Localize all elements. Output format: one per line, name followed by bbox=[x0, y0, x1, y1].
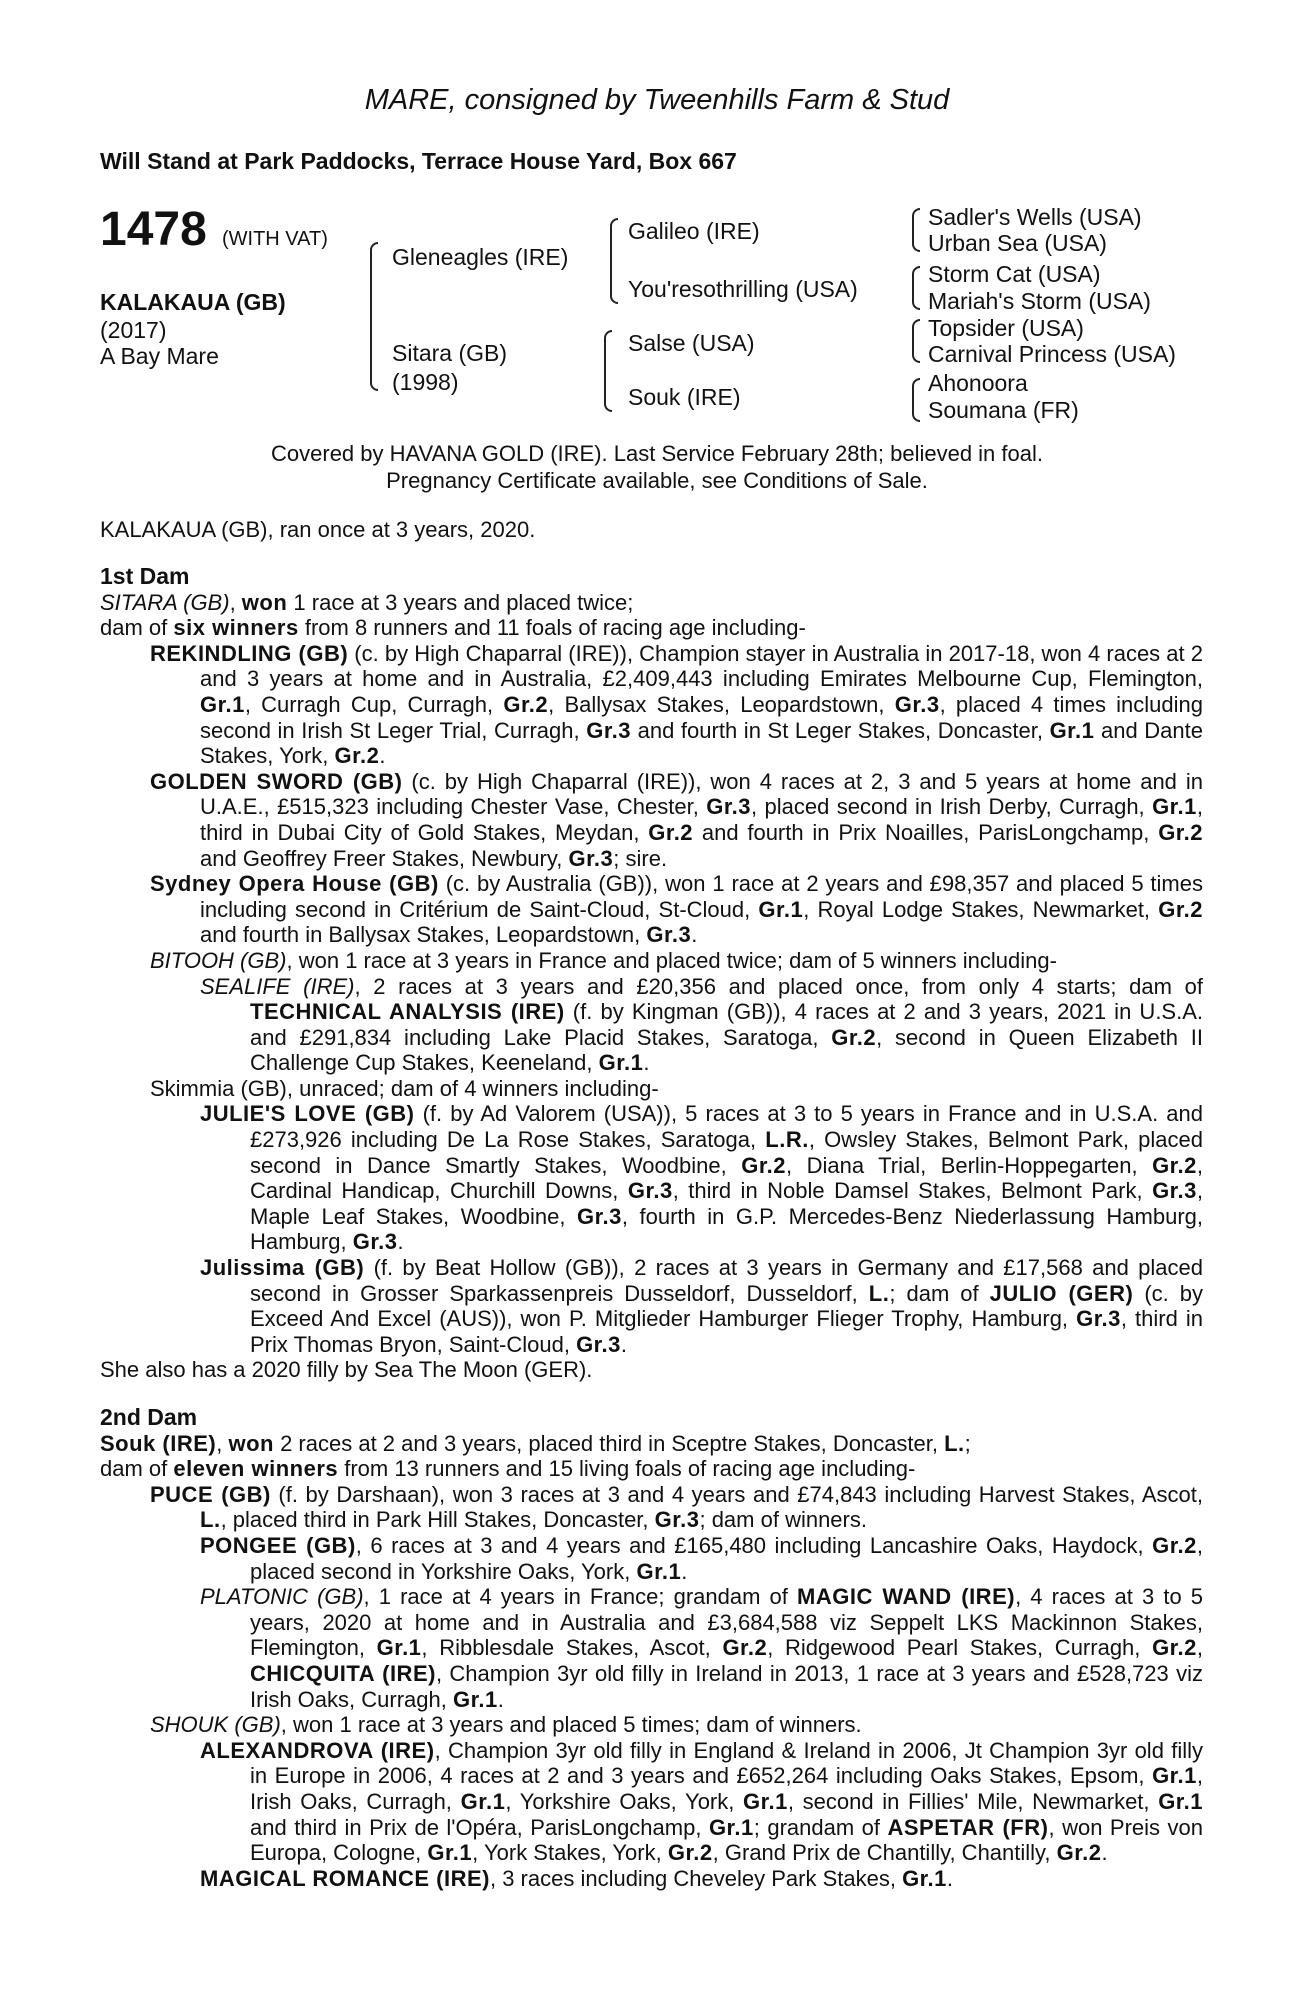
text-run: . bbox=[1101, 1840, 1108, 1866]
horse-name: KALAKAUA (GB) bbox=[100, 289, 286, 315]
pedigree-sdd: Mariah's Storm (USA) bbox=[928, 288, 1151, 314]
pedigree-brace-ds bbox=[912, 319, 920, 363]
bold-run: Gr.3 bbox=[1076, 1306, 1121, 1332]
bold-run: Gr.3 bbox=[586, 717, 632, 743]
produce-entry bbox=[100, 1101, 1203, 1255]
produce-entry bbox=[100, 1255, 1203, 1357]
bold-run: Gr.3 bbox=[646, 922, 692, 948]
produce-entry bbox=[100, 1866, 1203, 1892]
italic-run: SITARA (GB) bbox=[100, 589, 230, 615]
text-run: , bbox=[229, 589, 242, 615]
text-run: , third in Dubai City of Gold Stakes, Meydan, bbox=[200, 794, 1203, 845]
pedigree-sds: Storm Cat (USA) bbox=[928, 261, 1101, 287]
pedigree-dam-dam: Souk (IRE) bbox=[628, 384, 741, 410]
bold-run: Gr.1 bbox=[1152, 794, 1197, 820]
text-run: , Maple Leaf Stakes, Woodbine, bbox=[250, 1178, 1203, 1229]
text-run: (c. by Exceed And Excel (AUS)), won P. Mitglieder Hamburger Flieger Trophy, Hamburg, bbox=[250, 1280, 1204, 1332]
bold-run: Gr.2 bbox=[648, 819, 694, 845]
text-run: 1 race at 3 years and placed twice; bbox=[287, 589, 634, 615]
first-dam-heading: 1st Dam bbox=[100, 563, 190, 589]
text-run: (f. by Kingman (GB)), 4 races at 2 and 3 years, 2021 in U.S.A. and £291,834 including Lake Placid Stakes, Saratoga, bbox=[250, 999, 1204, 1050]
text-run: , placed second in Irish Derby, Curragh, bbox=[751, 794, 1153, 820]
text-run: , 2 races at 3 years and £20,356 and placed once, from only 4 starts; dam of bbox=[354, 973, 1203, 999]
text-run: She also has a 2020 filly by Sea The Moon (GER). bbox=[100, 1357, 593, 1383]
text-run: , bbox=[216, 1430, 229, 1456]
text-run: . bbox=[397, 1229, 404, 1255]
text-run: , Diana Trial, Berlin-Hoppegarten, bbox=[786, 1152, 1153, 1178]
text-run: and third in Prix de l'Opéra, ParisLongchamp, bbox=[250, 1814, 709, 1840]
text-run: , won 1 race at 3 years in France and placed twice; dam of 5 winners including- bbox=[286, 947, 1057, 973]
bold-run: Gr.1 bbox=[1152, 1763, 1197, 1789]
text-run: and Geoffrey Freer Stakes, Newbury, bbox=[200, 845, 569, 871]
bold-run: Gr.2 bbox=[1152, 1635, 1197, 1661]
text-run: and fourth in Ballysax Stakes, Leopardstown, bbox=[200, 922, 647, 948]
text-run: and fourth in Prix Noailles, ParisLongchamp, bbox=[693, 819, 1159, 845]
bold-run: L. bbox=[868, 1280, 890, 1306]
first-dam-section bbox=[100, 564, 1203, 1383]
bold-run: Souk (IRE) bbox=[100, 1430, 217, 1456]
text-run: , Yorkshire Oaks, York, bbox=[505, 1788, 744, 1814]
bold-run: Gr.2 bbox=[722, 1635, 768, 1661]
pedigree-sire-sire: Galileo (IRE) bbox=[628, 218, 760, 244]
text-run: , third in Noble Damsel Stakes, Belmont Park, bbox=[672, 1178, 1153, 1204]
text-run: , 6 races at 3 and 4 years and £165,480 including Lancashire Oaks, Haydock, bbox=[355, 1532, 1153, 1558]
text-run: , Cardinal Handicap, Churchill Downs, bbox=[250, 1152, 1203, 1204]
pedigree-dam-sire: Salse (USA) bbox=[628, 330, 755, 356]
produce-entry bbox=[100, 769, 1203, 871]
dam-intro-line bbox=[100, 1431, 1203, 1457]
text-run: ; dam of bbox=[889, 1280, 990, 1306]
produce-entry bbox=[100, 871, 1203, 948]
pedigree-brace-sire bbox=[610, 218, 618, 304]
bold-run: PONGEE (GB) bbox=[200, 1532, 356, 1558]
produce-entry bbox=[100, 974, 1203, 1076]
bold-run: L.R. bbox=[765, 1127, 809, 1153]
text-run: and fourth in St Leger Stakes, Doncaster, bbox=[631, 717, 1050, 743]
pedigree-dsd: Carnival Princess (USA) bbox=[928, 341, 1176, 367]
text-run: (c. by Australia (GB)), won 1 race at 2 years and £98,357 and placed 5 times including second in Critérium de Saint-Cloud, St-Cloud, bbox=[200, 871, 1203, 922]
text-run: , 1 race at 4 years in France; grandam of bbox=[363, 1584, 797, 1610]
text-run: , Ballysax Stakes, Leopardstown, bbox=[548, 691, 895, 717]
bold-run: PUCE (GB) bbox=[150, 1481, 271, 1507]
covered-note bbox=[0, 440, 1314, 494]
produce-entry bbox=[100, 1357, 1203, 1383]
text-run: . bbox=[379, 743, 386, 769]
consignor-header: MARE, consigned by Tweenhills Farm & Stud bbox=[364, 84, 950, 116]
text-run: , Champion 3yr old filly in Ireland in 2013, 1 race at 3 years and £528,723 viz Irish Oaks, Curragh, bbox=[250, 1660, 1204, 1712]
covered-line: Covered by HAVANA GOLD (IRE). Last Service February 28th; believed in foal. bbox=[271, 441, 1043, 466]
text-run: (f. by Ad Valorem (USA)), 5 races at 3 to 5 years in France and in U.S.A. and £273,926 including De La Rose Stakes, Saratoga, bbox=[250, 1101, 1204, 1153]
bold-run: Gr.1 bbox=[1158, 1788, 1203, 1814]
bold-run: Gr.3 bbox=[352, 1229, 398, 1255]
bold-run: Gr.2 bbox=[1158, 819, 1203, 845]
second-dam-heading: 2nd Dam bbox=[100, 1404, 198, 1430]
bold-run: Gr.1 bbox=[902, 1865, 947, 1891]
text-run: , placed third in Park Hill Stakes, Doncaster, bbox=[220, 1507, 655, 1533]
pedigree-sss: Sadler's Wells (USA) bbox=[928, 204, 1142, 230]
vat-note: (WITH VAT) bbox=[222, 228, 328, 250]
pedigree-brace-dd bbox=[912, 378, 920, 422]
bold-run: Gr.1 bbox=[460, 1788, 506, 1814]
stand-location: Will Stand at Park Paddocks, Terrace House Yard, Box 667 bbox=[100, 148, 737, 174]
italic-run: SHOUK (GB) bbox=[150, 1712, 281, 1738]
horse-description: A Bay Mare bbox=[100, 343, 219, 369]
bold-run: Gr.1 bbox=[376, 1635, 422, 1661]
bold-run: Gr.2 bbox=[741, 1152, 787, 1178]
produce-entry bbox=[100, 641, 1203, 769]
text-run: , second in Queen Elizabeth II Challenge Cup Stakes, Keeneland, bbox=[250, 1024, 1203, 1076]
pedigree-dam: Sitara (GB) bbox=[392, 340, 508, 366]
bold-run: Gr.2 bbox=[1152, 1152, 1197, 1178]
text-run: (c. by High Chaparral (IRE)), Champion stayer in Australia in 2017-18, won 4 races at 2 and 3 years at home and in Australia, £2,409,443 including Emirates Melbourne Cup, Flemington, bbox=[200, 640, 1203, 692]
text-run: , Irish Oaks, Curragh, bbox=[250, 1763, 1203, 1814]
produce-entry bbox=[100, 1584, 1203, 1712]
text-run: (f. by Darshaan), won 3 races at 3 and 4 years and £74,843 including Harvest Stakes, Ascot, bbox=[270, 1481, 1203, 1507]
bold-run: MAGIC WAND (IRE) bbox=[797, 1584, 1016, 1610]
text-run: 2 races at 2 and 3 years, placed third in Sceptre Stakes, Doncaster, bbox=[273, 1430, 945, 1456]
bold-run: JULIE'S LOVE (GB) bbox=[200, 1101, 415, 1127]
bold-run: Gr.1 bbox=[452, 1686, 498, 1712]
pregnancy-line: Pregnancy Certificate available, see Conditions of Sale. bbox=[386, 468, 928, 493]
first-dam-body bbox=[100, 590, 1203, 1383]
text-run: , won 1 race at 3 years and placed 5 times; dam of winners. bbox=[280, 1712, 862, 1738]
text-run: , fourth in G.P. Mercedes-Benz Niederlassung Hamburg, Hamburg, bbox=[250, 1203, 1204, 1255]
text-run: , bbox=[1196, 1635, 1203, 1661]
bold-run: Gr.3 bbox=[627, 1178, 673, 1204]
text-run: , 3 races including Cheveley Park Stakes, bbox=[489, 1865, 903, 1891]
race-record: KALAKAUA (GB), ran once at 3 years, 2020. bbox=[100, 517, 536, 542]
text-run: Skimmia (GB), unraced; dam of 4 winners including- bbox=[150, 1075, 659, 1101]
text-run: . bbox=[497, 1686, 504, 1712]
pedigree-ssd: Urban Sea (USA) bbox=[928, 230, 1107, 256]
text-run: (f. by Beat Hollow (GB)), 2 races at 3 years in Germany and £17,568 and placed second in Grosser Sparkassenpreis Dusseldorf, Dusseldorf, bbox=[250, 1255, 1203, 1306]
bold-run: Gr.2 bbox=[503, 691, 549, 717]
bold-run: Gr.3 bbox=[577, 1203, 622, 1229]
text-run: , placed second in Yorkshire Oaks, York, bbox=[250, 1532, 1204, 1584]
bold-run: JULIO (GER) bbox=[989, 1280, 1134, 1306]
italic-run: SEALIFE (IRE) bbox=[200, 973, 355, 999]
text-run: (c. by High Chaparral (IRE)), won 4 races at 2, 3 and 5 years at home and in U.A.E., £515,323 including Chester Vase, Chester, bbox=[200, 768, 1203, 820]
bold-run: Gr.1 bbox=[598, 1050, 644, 1076]
bold-run: Sydney Opera House (GB) bbox=[150, 871, 439, 897]
bold-run: CHICQUITA (IRE) bbox=[250, 1660, 436, 1686]
bold-run: Gr.2 bbox=[1152, 1532, 1197, 1558]
bold-run: eleven winners bbox=[173, 1456, 339, 1482]
text-run: . bbox=[681, 1558, 688, 1584]
text-run: ; grandam of bbox=[753, 1814, 888, 1840]
bold-run: Julissima (GB) bbox=[200, 1255, 365, 1281]
produce-entry bbox=[100, 1533, 1203, 1584]
bold-run: ASPETAR (FR) bbox=[887, 1814, 1049, 1840]
bold-run: Gr.1 bbox=[743, 1788, 788, 1814]
text-run: . bbox=[946, 1865, 953, 1891]
text-run: , second in Fillies' Mile, Newmarket, bbox=[787, 1788, 1159, 1814]
bold-run: Gr.3 bbox=[894, 691, 940, 717]
text-run: , 4 races at 3 to 5 years, 2020 at home and in Australia and £3,684,588 viz Seppelt LKS Mackinnon Stakes, Flemington, bbox=[250, 1584, 1204, 1661]
bold-run: Gr.2 bbox=[1158, 896, 1204, 922]
lot-number: 1478 bbox=[100, 203, 207, 256]
pedigree-brace-main bbox=[370, 242, 378, 391]
dam-intro-line bbox=[100, 590, 1203, 616]
italic-run: PLATONIC (GB) bbox=[200, 1584, 364, 1610]
text-run: ; dam of winners. bbox=[699, 1507, 867, 1533]
bold-run: Gr.2 bbox=[1056, 1840, 1102, 1866]
bold-run: Gr.1 bbox=[636, 1558, 682, 1584]
pedigree-brace-ss bbox=[912, 208, 920, 252]
pedigree-sire-dam: You'resothrilling (USA) bbox=[628, 276, 858, 302]
text-run: ; bbox=[964, 1430, 971, 1456]
text-run: . bbox=[620, 1331, 627, 1357]
text-run: , Ridgewood Pearl Stakes, Curragh, bbox=[767, 1635, 1153, 1661]
pedigree-dam-year: (1998) bbox=[392, 369, 459, 395]
bold-run: MAGICAL ROMANCE (IRE) bbox=[200, 1865, 490, 1891]
text-run: . bbox=[643, 1050, 650, 1076]
text-run: , third in Prix Thomas Bryon, Saint-Cloud, bbox=[250, 1306, 1204, 1357]
dam-intro-line bbox=[100, 615, 1203, 641]
second-dam-body bbox=[100, 1431, 1203, 1892]
bold-run: Gr.3 bbox=[654, 1507, 700, 1533]
bold-run: GOLDEN SWORD (GB) bbox=[150, 768, 403, 794]
text-run: from 8 runners and 11 foals of racing age including- bbox=[298, 615, 806, 641]
pedigree-dss: Topsider (USA) bbox=[928, 315, 1084, 341]
text-run: . bbox=[691, 922, 698, 948]
second-dam-section bbox=[100, 1405, 1203, 1891]
bold-run: L. bbox=[200, 1507, 221, 1533]
text-run: , Royal Lodge Stakes, Newmarket, bbox=[803, 896, 1159, 922]
text-run: dam of bbox=[100, 1456, 174, 1482]
bold-run: Gr.2 bbox=[831, 1024, 877, 1050]
produce-entry bbox=[100, 1712, 1203, 1738]
bold-run: Gr.2 bbox=[334, 743, 380, 769]
bold-run: Gr.2 bbox=[667, 1840, 713, 1866]
text-run: , Champion 3yr old filly in England & Ireland in 2006, Jt Champion 3yr old filly in Europe in 2006, 4 races at 2 and 3 years and £652,264 including Oaks Stakes, Epsom, bbox=[250, 1737, 1203, 1789]
produce-entry bbox=[100, 948, 1203, 974]
pedigree-brace-dam bbox=[604, 330, 612, 412]
text-run: , Curragh Cup, Curragh, bbox=[244, 691, 504, 717]
bold-run: Gr.3 bbox=[1152, 1178, 1197, 1204]
pedigree-dds: Ahonoora bbox=[928, 370, 1028, 396]
text-run: from 13 runners and 15 living foals of racing age including- bbox=[338, 1456, 916, 1482]
bold-run: Gr.3 bbox=[576, 1331, 621, 1357]
bold-run: TECHNICAL ANALYSIS (IRE) bbox=[250, 999, 565, 1025]
bold-run: six winners bbox=[173, 615, 299, 641]
text-run: , York Stakes, York, bbox=[472, 1840, 668, 1866]
pedigree-sire: Gleneagles (IRE) bbox=[392, 244, 569, 270]
text-run: ; sire. bbox=[613, 845, 668, 871]
text-run: , Ribblesdale Stakes, Ascot, bbox=[421, 1635, 723, 1661]
italic-run: BITOOH (GB) bbox=[150, 947, 287, 973]
bold-run: Gr.3 bbox=[568, 845, 614, 871]
produce-entry bbox=[100, 1738, 1203, 1866]
produce-entry bbox=[100, 1482, 1203, 1533]
bold-run: ALEXANDROVA (IRE) bbox=[200, 1737, 435, 1763]
bold-run: Gr.1 bbox=[427, 1840, 473, 1866]
text-run: , Owsley Stakes, Belmont Park, placed second in Dance Smartly Stakes, Woodbine, bbox=[250, 1127, 1203, 1178]
pedigree-brace-sd bbox=[912, 266, 920, 310]
bold-run: Gr.1 bbox=[758, 896, 804, 922]
produce-entry bbox=[100, 1076, 1203, 1102]
text-run: dam of bbox=[100, 615, 174, 641]
text-run: , placed 4 times including second in Irish St Leger Trial, Curragh, bbox=[200, 691, 1204, 743]
bold-run: Gr.1 bbox=[708, 1814, 754, 1840]
horse-year: (2017) bbox=[100, 317, 167, 343]
text-run: and Dante Stakes, York, bbox=[200, 717, 1204, 769]
bold-run: Gr.1 bbox=[200, 691, 245, 717]
bold-run: L. bbox=[944, 1430, 965, 1456]
text-run: , Grand Prix de Chantilly, Chantilly, bbox=[712, 1840, 1057, 1866]
text-run: , won Preis von Europa, Cologne, bbox=[250, 1814, 1203, 1866]
bold-run: Gr.1 bbox=[1049, 717, 1095, 743]
dam-intro-line bbox=[100, 1456, 1203, 1482]
bold-run: won bbox=[241, 589, 288, 615]
bold-run: Gr.3 bbox=[706, 794, 752, 820]
bold-run: REKINDLING (GB) bbox=[150, 640, 349, 666]
bold-run: won bbox=[228, 1430, 274, 1456]
pedigree-ddd: Soumana (FR) bbox=[928, 397, 1079, 423]
